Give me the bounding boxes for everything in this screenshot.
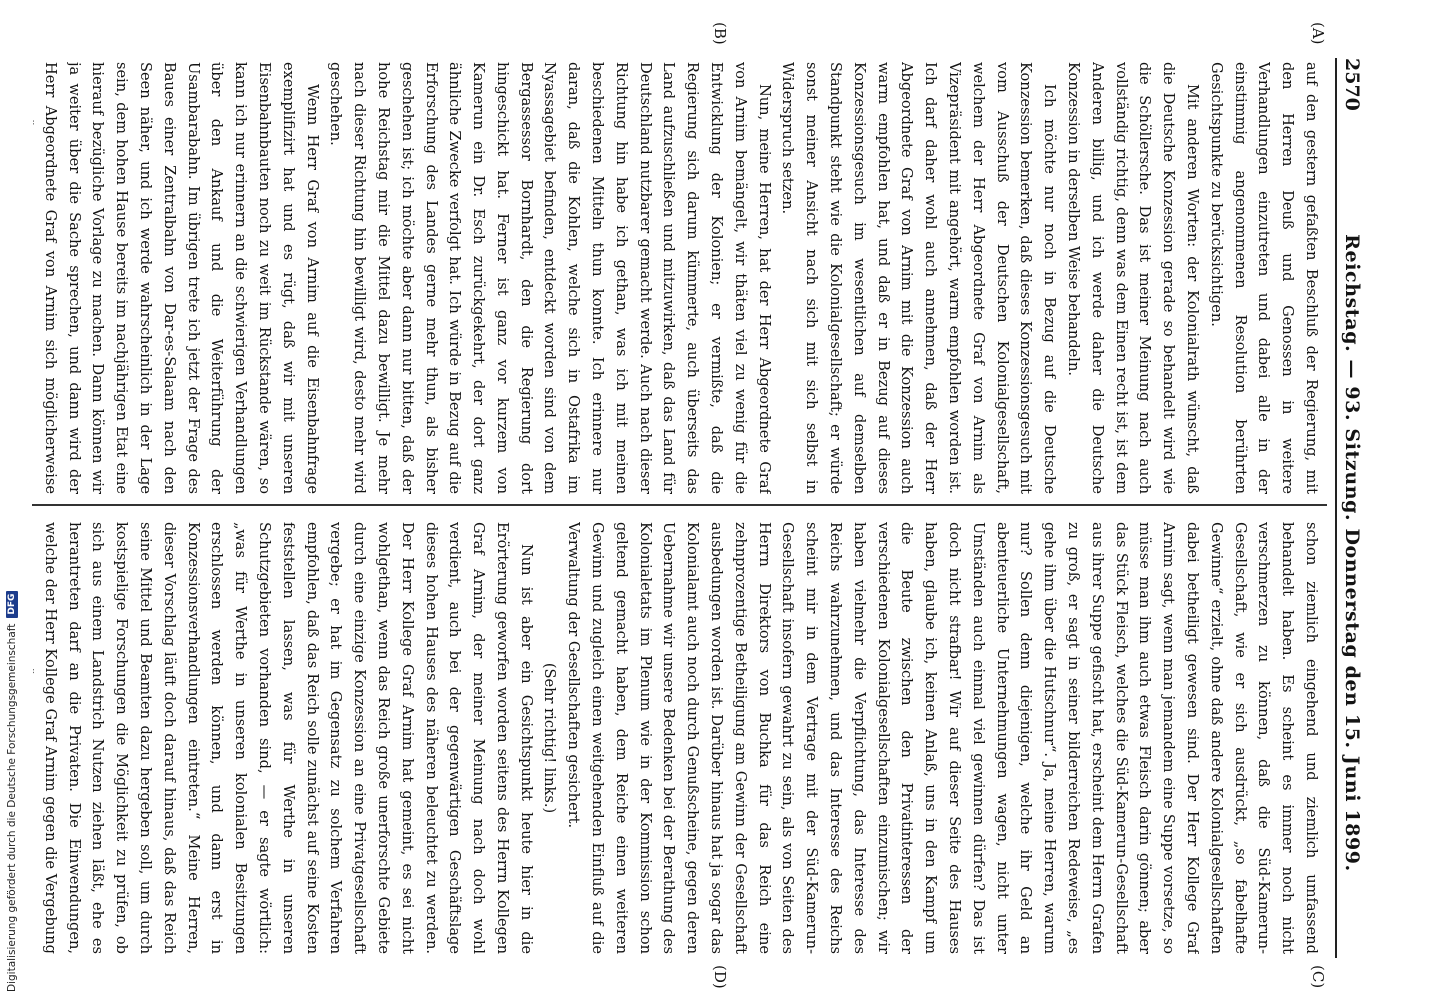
left-column <box>33 62 1323 494</box>
interjection: (Sehr richtig! links.) <box>541 662 559 814</box>
paragraph: Mit anderen Worten: der Kolonialrath wünscht, daß die Deutsche Konzession gerade so behandelt wird wie die Schöllersche. Das ist meiner Meinung nach auch vollständig richtig, denn was dem Einen recht ist, ist dem Anderen billig, und ich werde daher die Deutsche Konzession in derselben Weise behandeln. <box>1065 62 1202 494</box>
paragraph: Nun, meine Herren, hat der Herr Abgeordnete Graf von Arnim bemängelt, wir thäten viel zu wenig für die Entwicklung der Kolonien; er vermißte, daß die Regierung sich darum kümmerte, auch überseits das Land aufzuschließen und mitzuwirken, daß das Land für Deutschland nutzbarer gemacht werde. Auch nach dieser Richtung hin habe ich gethan, was ich mit meinen beschiedenen Mitteln thun konnte. Ich erinnere nur daran, daß die Kohlen, welche sich in Ostafrika im Nyassagebiet befinden, entdeckt worden sind von dem Bergassessor Bornhardt, den die Regierung dort hingeschickt hat. Ferner ist ganz vor kurzem von Kamerun ein Dr. Esch zurückgekehrt, der dort ganz ähnliche Zwecke verfolgt hat. Ich würde in Bezug auf die Erforschung des Landes gerne mehr thun, als bisher geschehen ist; ich möchte aber dann nur bitten, daß der hohe Reichstag mir die Mittel dazu bewilligt. Je mehr nach dieser Richtung hin bewilligt wird, desto mehr wird geschehen. <box>327 62 773 494</box>
margin-marker-c: (C) <box>1309 965 1327 989</box>
column-divider <box>32 504 1327 506</box>
margin-marker-d: (D) <box>711 965 729 989</box>
paragraph: Wenn Herr Graf von Arnim auf die Eisenbahnfrage exemplifizirt hat und es rügt, daß wir mit unseren Eisenbahnbauten noch zu weit im Rückstande wären, so kann ich nur erinnern an die schwierigen Verhandlungen über den Ankauf und die Weiterführung der Usambarabahn. Im übrigen trete ich jetzt der Frage des Baues einer Zentralbahn von Dar-es-Salaam nach den Seen näher, und ich werde wahrscheinlich in der Lage sein, dem hohen Hause bereits im nachjährigen Etat eine hierauf bezügliche Vorlage zu machen. Dann können wir ja weiter über die Sache sprechen, und dann wird der Herr Abgeordnete Graf von Arnim sich möglicherweise <box>41 62 321 494</box>
paragraph: schon ziemlich eingehend und ziemlich umfassend behandelt haben. Es scheint es immer noch nicht verschmerzen zu können, daß die Süd-Kamerun-Gesellschaft, wie er sich ausdrückt, „so fabelhafte Gewinne“ erzielt, ohne daß andere Kolonialgesellschaften dabei betheiligt gewesen sind. Der Herr Kollege Graf Arnim sagt, wenn man jemandem eine Suppe vorsetze, so müsse man ihm auch etwas Fleisch darin gönnen; aber das Stück Fleisch, welches die Süd-Kamerun-Gesellschaft aus ihrer Suppe gefischt hat, erscheint dem Herrn Grafen zu groß, er sagt in seiner bilderreichen Redeweise, „es gehe ihm über die Hutschnur“. Ja, meine Herren, warum nur? Sollen denn diejenigen, welche ihr Geld an abenteuerliche Unternehmungen wagen, nicht unter Umständen auch einmal viel gewinnen dürfen? Das ist doch nicht strafbar! Wir auf dieser Seite des Hauses haben, glaube ich, keinen Anlaß, uns in den Kampf um die Beute zwischen den Privatinteressen der verschiedenen Kolonialgesellschaften einzumischen; wir haben vielmehr die Verpflichtung, das Interesse des Reichs wahrzunehmen, und das Interesse des Reichs scheint mir in dem Vertrage mit der Süd-Kamerun-Gesellschaft insofern gewahrt zu sein, als von Seiten des Herrn Direktors von Buchka für das Reich eine zehnprozentige Betheiligung am Gewinn der Gesellschaft ausbedungen worden ist. Darüber hinaus hat ja sogar das Kolonialamt auch noch durch Genußscheine, gegen deren Uebernahme wir unsere Bedenken bei der Berathung des Kolonialetats im Plenum wie in der Kommission schon geltend gemacht haben, dem Reiche einen weiteren Gewinn und zugleich einen weitgehenden Einfluß auf die Verwaltung der Gesellschaften gesichert. <box>565 522 1320 954</box>
right-column <box>33 522 1323 954</box>
margin-marker-a: (A) <box>1309 22 1327 45</box>
paragraph: Ich möchte nur noch in Bezug auf die Deutsche Konzession bemerken, daß dieses Konzessionsgesuch mit vom Ausschuß der Deutschen Kolonialgesellschaft, welchem der Herr Abgeordnete Graf von Arnim als Vizepräsident mit angehört, warm empfohlen worden ist. Ich darf daher wohl auch annehmen, daß der Herr Abgeordnete Graf von Arnim mit die Konzession auch warm empfohlen hat, und daß er in Bezug auf dieses Konzessionsgesuch im wesentlichen auf demselben Standpunkt steht wie die Kolonialgesellschaft; er würde sonst meiner Ansicht nach sich mit sich selbst in Widerspruch setzen. <box>779 62 1059 494</box>
paragraph: auf den gestern gefaßten Beschluß der Regierung, mit den Herren Deuß und Genossen in weitere Verhandlungen einzutreten und dabei alle in der einstimmig angenommenen Resolution berührten Gesichtspunkte zu berücksichtigen. <box>1207 62 1320 494</box>
dfg-logo: DFG <box>6 591 18 618</box>
running-title: Reichstag. — 93. Sitzung. Donnerstag den 15. Juni 1899. <box>1341 234 1363 872</box>
digitization-credit <box>0 0 24 1000</box>
page-number: 2570 <box>1341 58 1363 111</box>
paragraph: Nun ist aber ein Gesichtspunkt heute hier in die Erörterung geworfen worden seitens des Herrn Kollegen Graf Arnim, der meiner Meinung nach doch wohl verdient, auch bei der gegenwärtigen Geschäftslage dieses hohen Hauses des näheren beleuchtet zu werden. Der Herr Kollege Graf Arnim hat gemeint, es sei nicht wohlgethan, wenn das Reich große unerforschte Gebiete durch eine einzige Konzession an eine Privatgesellschaft vergebe; er hat im Gegensatz zu solchem Verfahren empfohlen, daß das Reich solle zunächst auf seine Kosten feststellen lassen, was für Werthe in unseren Schutzgebieten vorhanden sind, — er sagte wörtlich: „was für Werthe in unseren kolonialen Besitzungen erschlossen werden können, und dann erst in Konzessionsverhandlungen eintreten.“ Meine Herren, dieser Vorschlag läuft doch darauf hinaus, daß das Reich seine Mittel und Beamten dazu hergeben soll, um durch kostspielige Forschungen die Möglichkeit zu prüfen, ob sich aus einem Landstrich Nutzen ziehen läßt, ehe es herantreten darf an die Privaten. Die Einwendungen, welche der Herr Kollege Graf Arnim gegen die Vergebung <box>41 522 535 954</box>
credit-text: Digitalisierung gefördert durch die Deutsche Forschungsgemeinschaft <box>6 623 18 992</box>
page-header <box>1335 58 1367 958</box>
margin-marker-b: (B) <box>711 22 729 45</box>
